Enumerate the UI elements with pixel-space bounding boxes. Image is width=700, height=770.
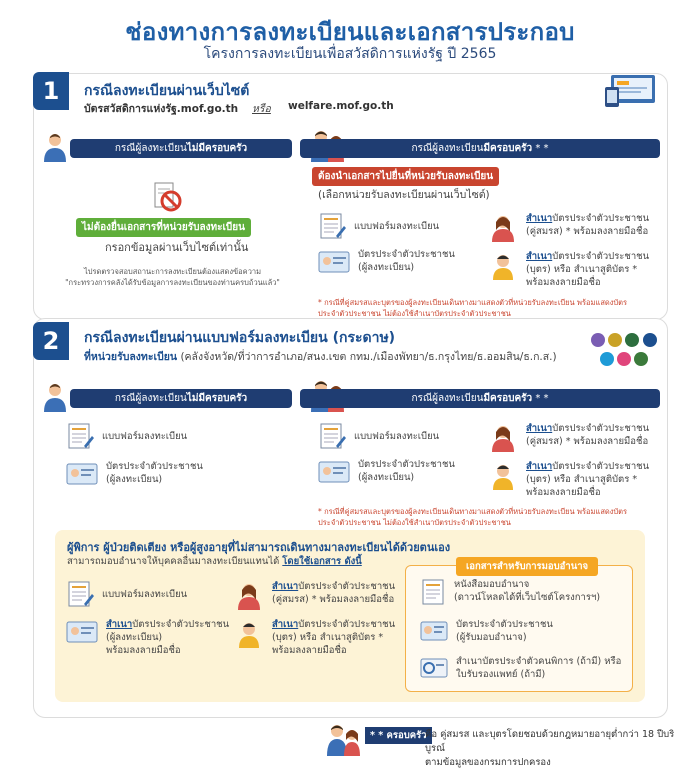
submit-documents-tag: ต้องนำเอกสารไปยื่นที่หน่วยรับลงทะเบียน	[312, 167, 499, 186]
form-document-icon	[318, 212, 346, 240]
disability-card-label: สำเนาบัตรประจำตัวคนพิการ (ถ้ามี) หรือ ใบรับรองแพทย์ (ถ้ามี)	[456, 656, 622, 680]
section-1-or: หรือ	[252, 103, 271, 115]
form-item	[66, 580, 187, 608]
special-case-subtitle: สามารถมอบอำนาจให้บุคคลอื่นมาลงทะเบียนแทนได้ โดยใช้เอกสาร ดังนี้	[67, 556, 362, 567]
form-label: แบบฟอร์มลงทะเบียน	[102, 589, 188, 600]
id-card-icon	[318, 458, 350, 486]
section-1-red-note: * กรณีที่คู่สมรสและบุตรของผู้ลงทะเบียนเดินทางมาแสดงตัวที่หน่วยรับลงทะเบียน พร้อมแสดงบัตร ประจำตัวประชาชน ไม่ต้องใช้สำเนาบัตรประจำตัวประชาชน	[318, 298, 628, 318]
form-item	[318, 422, 439, 450]
id-card-icon	[66, 618, 98, 646]
section-1-number: 1	[33, 72, 69, 110]
spouse-id-item	[488, 422, 649, 452]
section-2-family-bar: กรณีผู้ลงทะเบียนมีครอบครัว * *	[300, 389, 660, 408]
form-item	[318, 212, 439, 240]
child-id-item	[234, 618, 395, 657]
section-1-family-bar: กรณีผู้ลงทะเบียนมีครอบครัว * *	[300, 139, 660, 158]
document-icon	[420, 578, 446, 606]
id-card-icon	[318, 248, 350, 276]
section-2-number: 2	[33, 322, 69, 360]
authorization-header: เอกสารสำหรับการมอบอำนาจ	[456, 557, 598, 576]
section-2-red-note: * กรณีที่คู่สมรสและบุตรของผู้ลงทะเบียนเดินทางมาแสดงตัวที่หน่วยรับลงทะเบียน พร้อมแสดงบัตร ประจำตัวประชาชน ไม่ต้องใช้สำเนาบัตรประจำตัวประชาชน	[318, 507, 628, 527]
id-card-label: บัตรประจำตัวประชาชน (ผู้ลงทะเบียน)	[358, 249, 455, 273]
choose-unit-text: (เลือกหน่วยรับลงทะเบียนผ่านเว็บไซต์)	[318, 189, 490, 201]
id-card-icon	[66, 460, 98, 488]
family-definition-text: คือ คู่สมรส และบุตรโดยชอบด้วยกฎหมายอายุต่ำกว่า 18 ปีบริบูรณ์ ตามข้อมูลของกรมการปกครอง	[425, 729, 675, 768]
child-icon	[488, 460, 518, 490]
spouse-id-label: สำเนาบัตรประจำตัวประชาชน (คู่สมรส) * พร้อมลงลายมือชื่อ	[272, 581, 396, 605]
person-icon	[42, 382, 68, 412]
form-document-icon	[66, 422, 94, 450]
no-documents-tag: ไม่ต้องยื่นเอกสารที่หน่วยรับลงทะเบียน	[76, 218, 251, 237]
disability-card-icon	[420, 655, 448, 681]
form-document-icon	[318, 422, 346, 450]
spouse-icon	[488, 422, 518, 452]
id-card-item	[66, 460, 203, 488]
spouse-id-label: สำเนาบัตรประจำตัวประชาชน (คู่สมรส) * พร้อมลงลายมือชื่อ	[526, 423, 650, 447]
attorney-id-item	[420, 618, 553, 644]
disability-card-item	[420, 655, 621, 681]
agency-logos-icon	[590, 330, 660, 370]
section-1-site1: บัตรสวัสดิการแห่งรัฐ.mof.go.th	[84, 103, 239, 115]
person-icon	[42, 132, 68, 162]
section-2-title: กรณีลงทะเบียนผ่านแบบฟอร์มลงทะเบียน (กระดาษ)	[84, 330, 396, 346]
spouse-id-item	[234, 580, 395, 610]
no-document-icon	[150, 180, 184, 214]
child-id-label: สำเนาบัตรประจำตัวประชาชน (บุตร) หรือ สำเนาสูติบัตร * พร้อมลงลายมือชื่อ	[272, 619, 396, 656]
section-1-site2: welfare.mof.go.th	[288, 100, 394, 112]
status-note: ไปรดตรวจสอบสถานะการลงทะเบียนต้องแสดงข้อความ "กระทรวงการคลังได้รับข้อมูลการลงทะเบียนของท่านครบถ้วนแล้ว"	[65, 267, 280, 287]
section-1-title: กรณีลงทะเบียนผ่านเว็บไซต์	[84, 83, 250, 99]
id-card-item	[318, 248, 455, 276]
spouse-id-label: สำเนาบัตรประจำตัวประชาชน (คู่สมรส) * พร้อมลงลายมือชื่อ	[526, 213, 650, 237]
family-definition-tag: * * ครอบครัว	[365, 727, 432, 744]
child-icon	[488, 250, 518, 280]
id-card-label: บัตรประจำตัวประชาชน (ผู้ลงทะเบียน)	[106, 461, 203, 485]
section-2-units: ที่หน่วยรับลงทะเบียน (คลังจังหวัด/ที่ว่าการอำเภอ/สนง.เขต กทม./เมืองพัทยา/ธ.กรุงไทย/ธ.ออมสิน/ธ.ก.ส.)	[84, 351, 557, 363]
child-icon	[234, 618, 264, 648]
spouse-icon	[488, 212, 518, 242]
attorney-id-label: บัตรประจำตัวประชาชน (ผู้รับมอบอำนาจ)	[456, 619, 553, 643]
power-of-attorney-label: หนังสือมอบอำนาจ (ดาวน์โหลดได้ที่เว็บไซต์โครงการฯ)	[454, 579, 601, 603]
child-id-item	[488, 460, 649, 499]
family-icon	[325, 722, 361, 756]
section-1-no-family-bar: กรณีผู้ลงทะเบียนไม่มีครอบครัว	[70, 139, 292, 158]
computer-icon	[603, 73, 658, 109]
own-id-copy-label: สำเนาบัตรประจำตัวประชาชน (ผู้ลงทะเบียน) พร้อมลงลายมือชื่อ	[106, 619, 230, 656]
special-case-title: ผู้พิการ ผู้ป่วยติดเตียง หรือผู้สูงอายุที่ไม่สามารถเดินทางมาลงทะเบียนได้ด้วยตนเอง	[67, 541, 451, 554]
id-card-item	[318, 458, 455, 486]
spouse-id-item	[488, 212, 649, 242]
form-label: แบบฟอร์มลงทะเบียน	[354, 221, 440, 232]
child-id-label: สำเนาบัตรประจำตัวประชาชน (บุตร) หรือ สำเนาสูติบัตร * พร้อมลงลายมือชื่อ	[526, 251, 650, 288]
form-label: แบบฟอร์มลงทะเบียน	[354, 431, 440, 442]
id-card-label: บัตรประจำตัวประชาชน (ผู้ลงทะเบียน)	[358, 459, 455, 483]
form-label: แบบฟอร์มลงทะเบียน	[102, 431, 188, 442]
spouse-icon	[234, 580, 264, 610]
form-document-icon	[66, 580, 94, 608]
section-2-no-family-bar: กรณีผู้ลงทะเบียนไม่มีครอบครัว	[70, 389, 292, 408]
id-card-icon	[420, 618, 448, 644]
own-id-copy-item	[66, 618, 229, 657]
fill-online-text: กรอกข้อมูลผ่านเว็บไซต์เท่านั้น	[105, 241, 249, 254]
child-id-label: สำเนาบัตรประจำตัวประชาชน (บุตร) หรือ สำเนาสูติบัตร * พร้อมลงลายมือชื่อ	[526, 461, 650, 498]
page-title: ช่องทางการลงทะเบียนและเอกสารประกอบ	[125, 18, 575, 46]
child-id-item	[488, 250, 649, 289]
power-of-attorney-item	[420, 578, 600, 606]
page-subtitle: โครงการลงทะเบียนเพื่อสวัสดิการแห่งรัฐ ปี 2565	[203, 46, 497, 62]
form-item	[66, 422, 187, 450]
